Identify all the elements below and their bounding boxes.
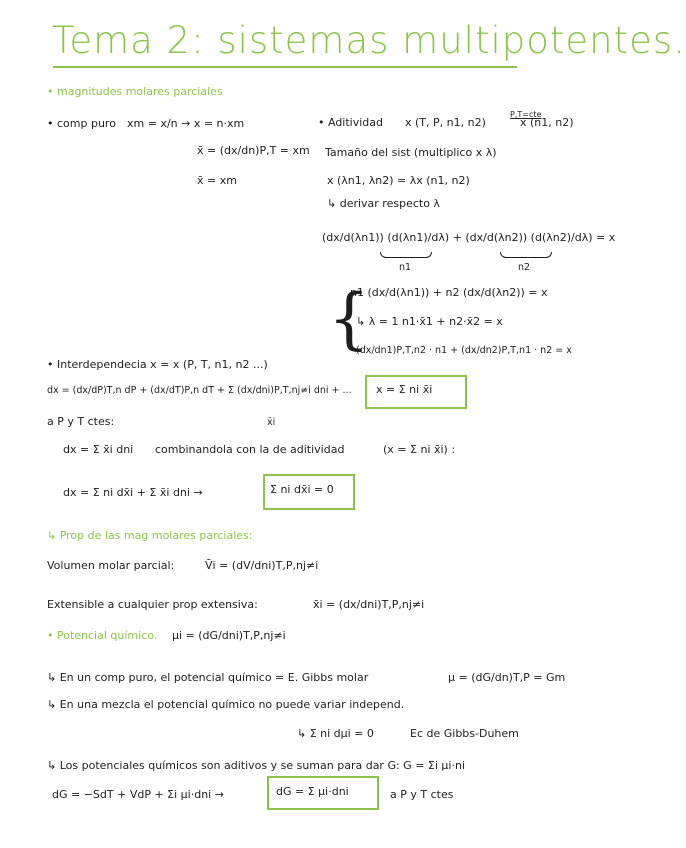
comp-puro-eq2: x̄ = (dx/dn)P,T = xm bbox=[197, 144, 310, 157]
combinandola-eq: (x = Σ ni x̄i) : bbox=[383, 443, 456, 456]
derivar-label: ↳ derivar respecto λ bbox=[327, 197, 440, 210]
aditividad-label: • Aditividad bbox=[318, 116, 383, 129]
gibbs-duhem-label: Ec de Gibbs-Duhem bbox=[410, 727, 519, 740]
dg-tail-text: a P y T ctes bbox=[390, 788, 454, 801]
n2-label: n2 bbox=[518, 262, 531, 273]
dg-equation: dG = −SdT + VdP + Σi μi·dni → bbox=[52, 788, 224, 801]
section-propiedades: ↳ Prop de las mag molares parciales: bbox=[47, 529, 253, 542]
box-sum-zero-text: Σ ni dx̄i = 0 bbox=[270, 483, 334, 496]
tamano-sistema: Tamaño del sist (multiplico x λ) bbox=[325, 146, 497, 159]
brace-n2 bbox=[500, 252, 552, 258]
potenciales-aditivos-text: ↳ Los potenciales químicos son aditivos y se suman para dar G: G = Σi μi·ni bbox=[47, 759, 465, 772]
page-title: Tema 2: sistemas multipotentes. bbox=[52, 19, 686, 62]
comp-puro-gibbs-text: ↳ En un comp puro, el potencial químico = E. Gibbs molar bbox=[47, 671, 369, 684]
comp-puro-label: • comp puro bbox=[47, 117, 116, 130]
mezcla-text: ↳ En una mezcla el potencial químico no puede variar independ. bbox=[47, 698, 405, 711]
aditividad-eq: x (T, P, n1, n2) bbox=[405, 116, 486, 129]
gibbs-duhem-eq: ↳ Σ ni dμi = 0 bbox=[297, 727, 374, 740]
extensible-label: Extensible a cualquier prop extensiva: bbox=[47, 598, 258, 611]
lambda-one-equation: ↳ λ = 1 n1·x̄1 + n2·x̄2 = x bbox=[356, 315, 503, 328]
section-magnitudes-molares: • magnitudes molares parciales bbox=[47, 85, 223, 98]
brace-n1 bbox=[380, 252, 432, 258]
sum-equation: n1 (dx/d(λn1)) + n2 (dx/d(λn2)) = x bbox=[350, 286, 548, 299]
aditividad-condition: P,T=cte bbox=[510, 110, 542, 119]
potencial-quimico-label: • Potencial químico. bbox=[47, 629, 158, 642]
a-pt-constantes: a P y T ctes: bbox=[47, 415, 115, 428]
volumen-molar-label: Volumen molar parcial: bbox=[47, 559, 175, 572]
box-aditividad-text: x = Σ ni x̄i bbox=[376, 383, 433, 396]
title-underline bbox=[53, 66, 517, 68]
box-dg-text: dG = Σ μi·dni bbox=[276, 785, 349, 798]
left-brace: { bbox=[328, 280, 370, 357]
xi-label: x̄i bbox=[267, 417, 276, 428]
aditividad-eq2: x (n1, n2) bbox=[520, 116, 574, 129]
lambda-equation: x (λn1, λn2) = λx (n1, n2) bbox=[327, 174, 470, 187]
comp-puro-eq1: xm = x/n → x = n·xm bbox=[127, 117, 245, 130]
potencial-quimico-eq: μi = (dG/dni)T,P,nj≠i bbox=[172, 629, 286, 642]
dx-total-differential: dx = (dx/dP)T,n dP + (dx/dT)P,n dT + Σ (dx/dni)P,T,nj≠i dni + ... bbox=[47, 385, 352, 396]
comp-puro-gibbs-eq: μ = (dG/dn)T,P = Gm bbox=[448, 671, 566, 684]
interdependencia-label: • Interdependecia x = x (P, T, n1, n2 ...) bbox=[47, 358, 268, 371]
derivative-equation: (dx/d(λn1)) (d(λn1)/dλ) + (dx/d(λn2)) (d(λn2)/dλ) = x bbox=[322, 231, 616, 244]
dx-xi-equation: dx = Σ x̄i dni bbox=[63, 443, 134, 456]
n1-label: n1 bbox=[399, 262, 412, 273]
extensible-eq: x̄i = (dx/dni)T,P,nj≠i bbox=[313, 598, 425, 611]
combinandola-text: combinandola con la de aditividad bbox=[155, 443, 345, 456]
volumen-molar-eq: V̄i = (dV/dni)T,P,nj≠i bbox=[205, 559, 319, 572]
comp-puro-eq3: x̄ = xm bbox=[197, 174, 237, 187]
dx-full-equation: dx = Σ ni dx̄i + Σ x̄i dni → bbox=[63, 486, 203, 499]
partial-derivative-equation: (dx/dn1)P,T,n2 · n1 + (dx/dn2)P,T,n1 · n2 = x bbox=[356, 345, 572, 356]
